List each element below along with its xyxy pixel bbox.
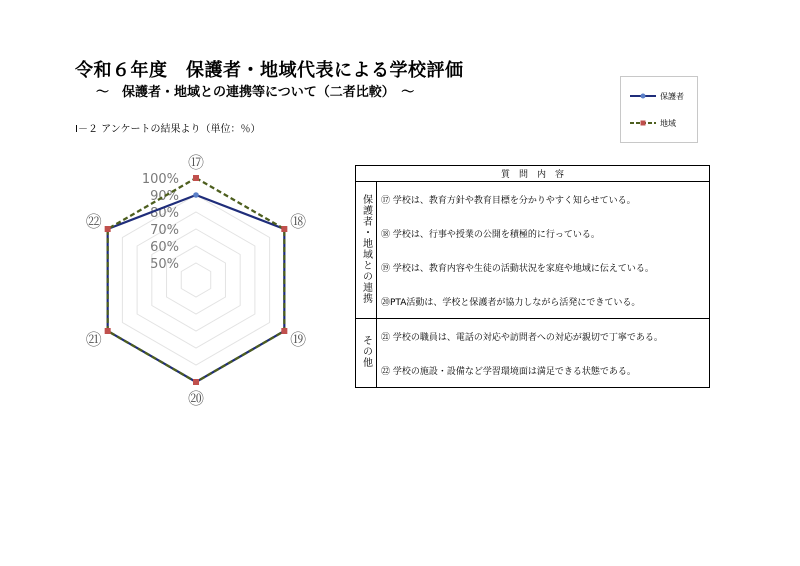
page-subtitle: ～ 保護者・地域との連携等について（二者比較） ～ xyxy=(96,85,415,100)
category-label: ⑱ xyxy=(290,212,307,231)
data-point-1 xyxy=(105,226,111,232)
data-point-1 xyxy=(193,379,199,385)
legend-swatch-parents xyxy=(629,92,657,100)
group-label-partnership: 保護者・地域との連携 xyxy=(360,193,372,304)
category-label: ㉑ xyxy=(85,330,102,349)
group-cell-partnership xyxy=(356,182,377,319)
question-19: ⑲ 学校は、教育内容や生徒の活動状況を家庭や地域に伝えている。 xyxy=(377,250,710,284)
data-point-1 xyxy=(281,226,287,232)
question-18: ⑱ 学校は、行事や授業の公開を積極的に行っている。 xyxy=(377,216,710,250)
question-17: ⑰ 学校は、教育方針や教育目標を分かりやすく知らせている。 xyxy=(377,182,710,217)
question-20: ⑳PTA活動は、学校と保護者が協力しながら活発にできている。 xyxy=(377,284,710,319)
table-row xyxy=(356,250,710,284)
radial-tick-label: 90% xyxy=(150,189,179,204)
radial-tick-label: 100% xyxy=(141,172,179,187)
data-point-0 xyxy=(193,192,199,198)
chart-legend xyxy=(620,76,698,143)
table-row xyxy=(356,284,710,319)
radar-chart xyxy=(78,150,318,420)
series-line-1 xyxy=(108,178,285,382)
radial-tick-label: 50% xyxy=(150,257,179,272)
radial-tick-label: 70% xyxy=(150,223,179,238)
table-row xyxy=(356,216,710,250)
grid-ring xyxy=(122,195,269,365)
question-22: ㉒ 学校の施設・設備など学習環境面は満足できる状態である。 xyxy=(377,353,710,388)
radial-tick-label: 80% xyxy=(150,206,179,221)
page-title: 令和６年度 保護者・地域代表による学校評価 xyxy=(75,60,464,81)
question-table xyxy=(355,165,710,388)
legend-swatch-community xyxy=(629,119,657,127)
section-heading: Ⅰ－２ アンケートの結果より（単位：％） xyxy=(75,124,261,135)
legend-item-parents xyxy=(629,89,684,103)
group-label-other: その他 xyxy=(360,335,372,368)
table-row xyxy=(356,319,710,354)
data-point-1 xyxy=(193,175,199,181)
series-line-0 xyxy=(108,195,285,382)
legend-item-community xyxy=(629,116,676,130)
data-point-1 xyxy=(281,328,287,334)
category-label: ㉒ xyxy=(85,212,102,231)
table-header: 質 問 内 容 xyxy=(356,166,710,182)
radial-tick-label: 60% xyxy=(150,240,179,255)
category-label: ⑲ xyxy=(290,330,307,349)
category-label: ⑳ xyxy=(187,389,205,408)
group-cell-other xyxy=(356,319,377,388)
question-21: ㉑ 学校の職員は、電話の対応や訪問者への対応が親切で丁寧である。 xyxy=(377,319,710,354)
legend-label-community: 地域 xyxy=(660,118,676,128)
table-row xyxy=(356,182,710,217)
grid-ring xyxy=(181,263,210,297)
category-label: ⑰ xyxy=(187,153,205,172)
table-header-row xyxy=(356,166,710,182)
legend-label-parents: 保護者 xyxy=(660,91,684,101)
table-row xyxy=(356,353,710,388)
data-point-1 xyxy=(105,328,111,334)
